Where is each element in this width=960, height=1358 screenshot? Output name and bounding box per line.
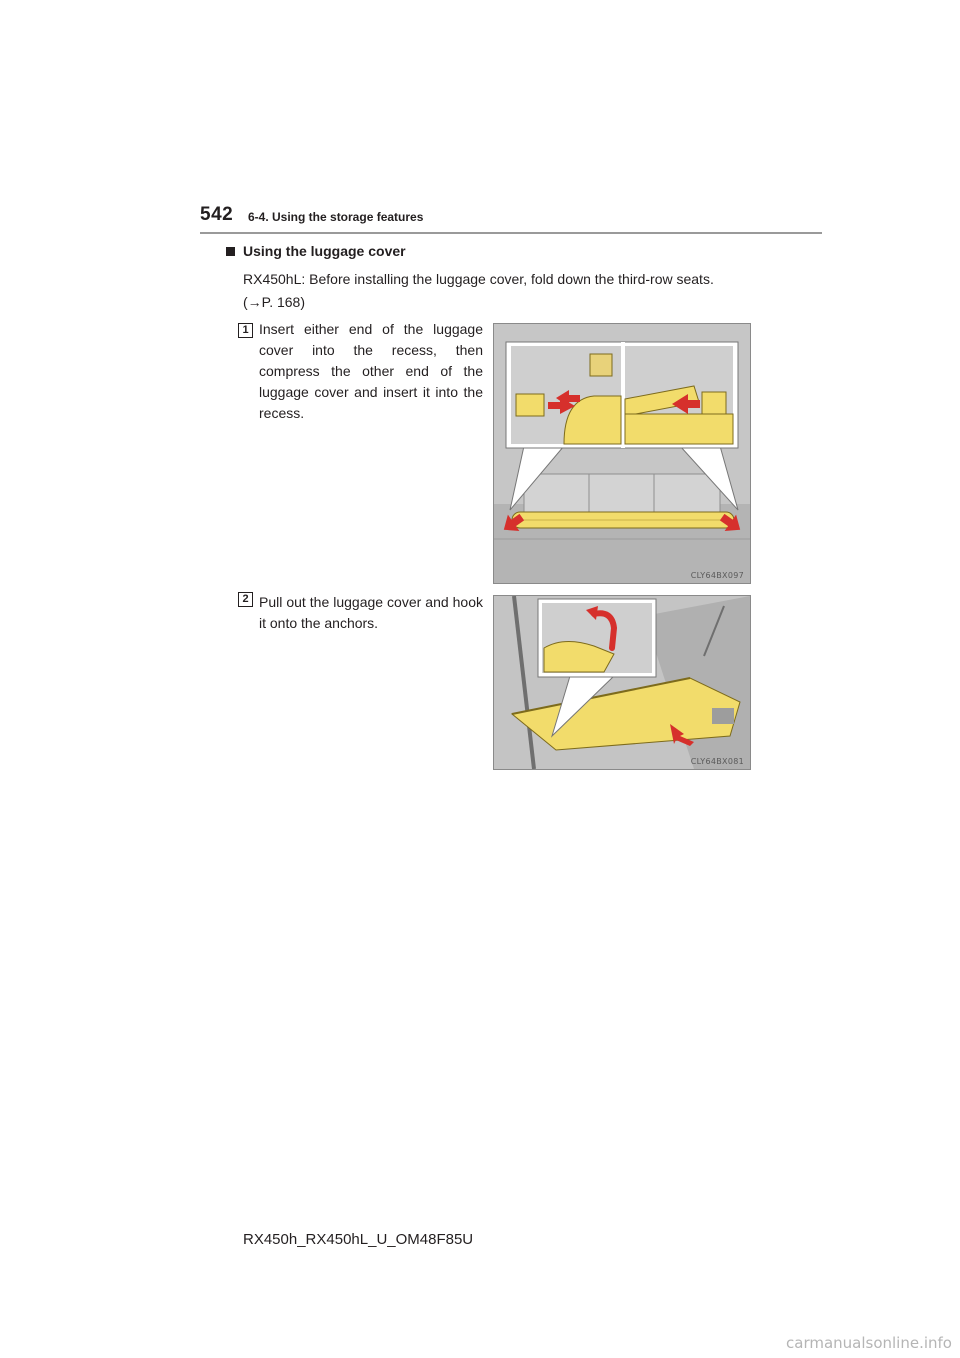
luggage-cover-hook-illustration — [493, 595, 751, 770]
cargo-area-drawing — [494, 596, 750, 769]
step-number-badge: 2 — [238, 592, 253, 607]
step-number-badge: 1 — [238, 323, 253, 338]
cargo-area-drawing — [494, 324, 750, 583]
page-reference-link[interactable]: (→P. 168) — [243, 294, 305, 310]
square-bullet-icon — [226, 247, 235, 256]
header-divider — [200, 232, 822, 234]
intro-paragraph — [243, 268, 763, 314]
subheading — [226, 243, 406, 259]
subheading-text: Using the luggage cover — [243, 243, 406, 259]
luggage-cover-insert-illustration — [493, 323, 751, 584]
figure-code: CLY64BX097 — [690, 571, 744, 580]
intro-line: RX450hL: Before installing the luggage cover, fold down the third-row seats. — [243, 271, 714, 287]
section-title: 6-4. Using the storage features — [248, 210, 424, 224]
step-instruction: Insert either end of the luggage cover into the recess, then compress the other end of the luggage cover and insert it into the recess. — [259, 321, 483, 421]
figure-code: CLY64BX081 — [690, 757, 744, 766]
watermark: carmanualsonline.info — [786, 1334, 952, 1352]
step-instruction: Pull out the luggage cover and hook it onto the anchors. — [259, 594, 483, 631]
document-code-footer: RX450h_RX450hL_U_OM48F85U — [243, 1231, 474, 1248]
page-number: 542 — [200, 204, 234, 225]
